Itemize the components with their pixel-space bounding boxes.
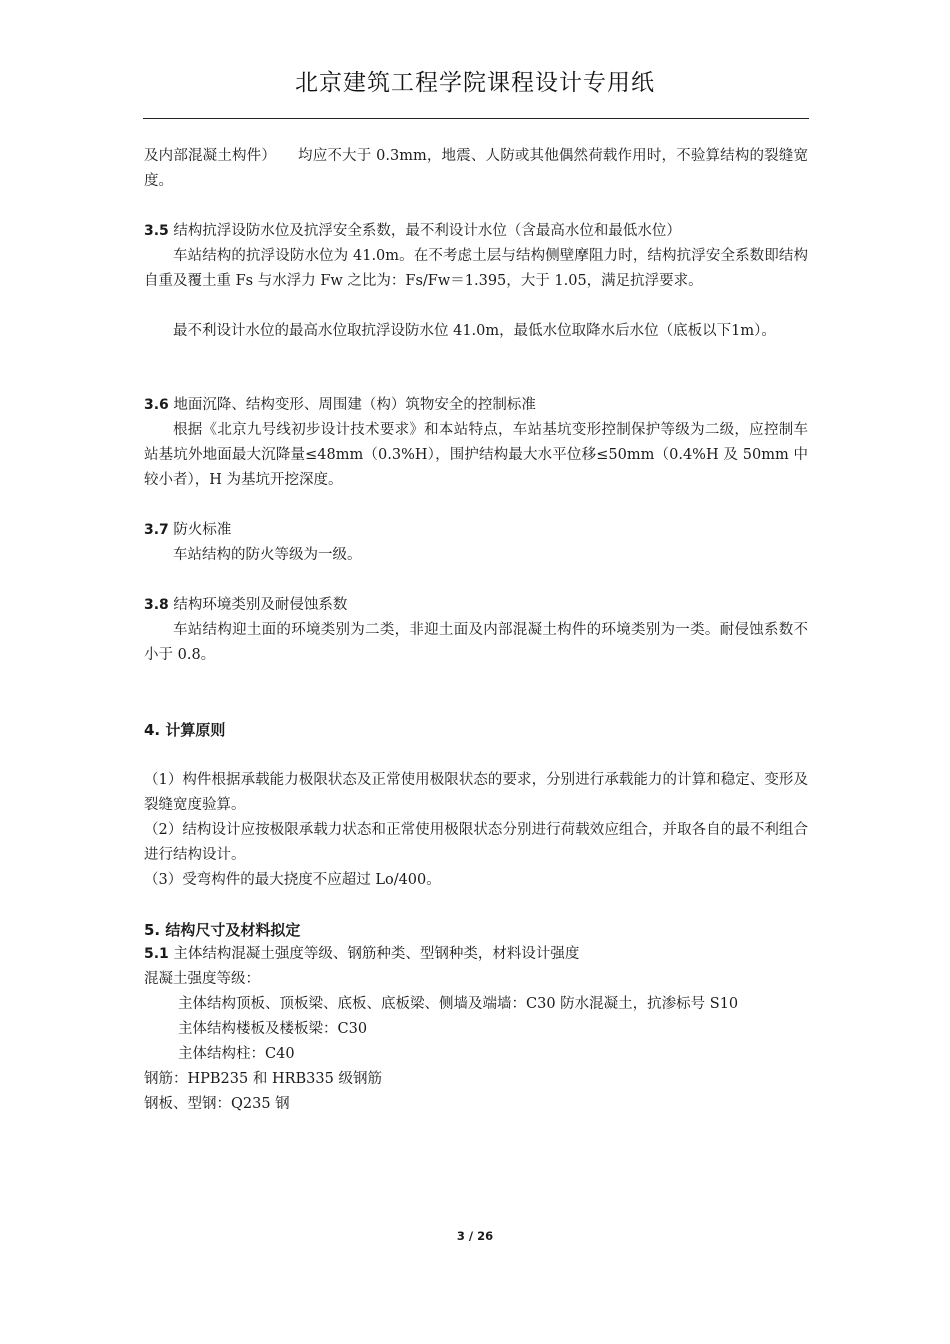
section-3-5-paragraph-2: 最不利设计水位的最高水位取抗浮设防水位 41.0m，最低水位取降水后水位（底板以下1m）。: [173, 323, 776, 339]
section-title: 结构环境类别及耐侵蚀系数: [173, 597, 348, 613]
section-3-6-heading: [144, 393, 536, 418]
page-header: 北京建筑工程学院课程设计专用纸: [295, 70, 655, 96]
section-number: 3.6: [144, 397, 169, 413]
section-title: 结构抗浮设防水位及抗浮安全系数，最不利设计水位（含最高水位和最低水位）: [173, 223, 681, 239]
rebar-line: 钢筋：HPB235 和 HRB335 级钢筋: [144, 1071, 382, 1087]
section-5-heading: 5. 结构尺寸及材料拟定: [144, 921, 301, 939]
concrete-item-2: 主体结构楼板及楼板梁：C30: [178, 1021, 368, 1037]
concrete-label: 混凝土强度等级：: [144, 971, 260, 987]
principle-item-3: （3）受弯构件的最大挠度不应超过 Lo/400。: [144, 872, 441, 888]
section-number: 3.8: [144, 597, 169, 613]
section-3-8-heading: [144, 593, 347, 618]
section-3-7-heading: [144, 518, 231, 543]
section-title: 主体结构混凝土强度等级、钢筋种类、型钢种类，材料设计强度: [173, 946, 580, 962]
section-3-7-paragraph: 车站结构的防火等级为一级。: [173, 547, 362, 563]
concrete-item-3: 主体结构柱：C40: [178, 1046, 295, 1062]
steel-line: 钢板、型钢：Q235 钢: [144, 1096, 290, 1112]
section-title: 防火标准: [173, 522, 232, 538]
section-5-1-heading: [144, 942, 579, 967]
page-number: 3 / 26: [456, 1229, 494, 1243]
section-number: 3.7: [144, 522, 169, 538]
section-number: 3.5: [144, 223, 169, 239]
section-4-heading: 4. 计算原则: [144, 721, 226, 739]
section-3-4-continuation: 及内部混凝土构件） 均应不大于 0.3mm，地震、人防或其他偶然荷载作用时，不验算结构的裂缝宽度。: [144, 148, 808, 189]
principle-item-2: （2）结构设计应按极限承载力状态和正常使用极限状态分别进行荷载效应组合，并取各自的最不利组合进行结构设计。: [144, 822, 808, 863]
section-title: 地面沉降、结构变形、周围建（构）筑物安全的控制标准: [173, 397, 536, 413]
section-3-5-paragraph-1: 车站结构的抗浮设防水位为 41.0m。在不考虑土层与结构侧壁摩阻力时，结构抗浮安全系数即结构自重及覆土重 Fs 与水浮力 Fw 之比为：Fs/Fw＝1.395，大于 1.05，满足抗浮要求。: [144, 248, 808, 289]
section-3-6-paragraph: 根据《北京九号线初步设计技术要求》和本站特点，车站基坑变形控制保护等级为二级，应控制车站基坑外地面最大沉降量≤48mm（0.3%H），围护结构最大水平位移≤50mm（0.4%H 及 50mm 中较小者），H 为基坑开挖深度。: [144, 422, 808, 488]
header-rule: [143, 118, 809, 119]
principle-item-1: （1）构件根据承载能力极限状态及正常使用极限状态的要求，分别进行承载能力的计算和稳定、变形及裂缝宽度验算。: [144, 772, 808, 813]
concrete-item-1: 主体结构顶板、顶板梁、底板、底板梁、侧墙及端墙：C30 防水混凝土，抗渗标号 S10: [178, 996, 739, 1012]
section-3-5-heading: [144, 219, 681, 244]
section-number: 5.1: [144, 946, 169, 962]
section-3-8-paragraph: 车站结构迎土面的环境类别为二类，非迎土面及内部混凝土构件的环境类别为一类。耐侵蚀系数不小于 0.8。: [144, 622, 808, 663]
